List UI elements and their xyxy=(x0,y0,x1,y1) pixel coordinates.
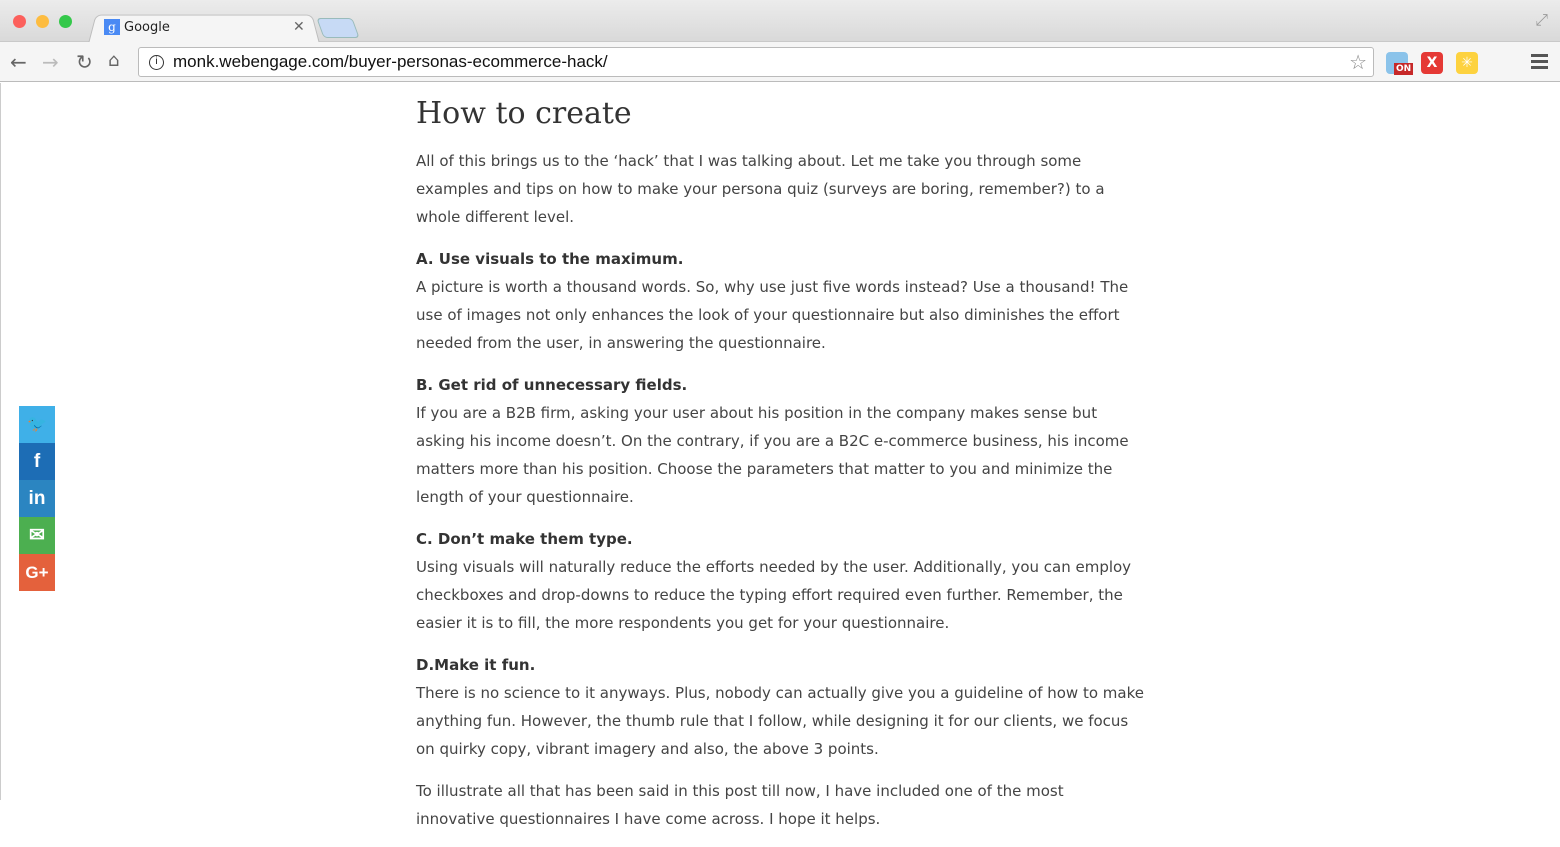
closing-paragraph: To illustrate all that has been said in this post till now, I have included one of the most innovative questionnaires I have come across. I hope it helps. xyxy=(416,782,1064,828)
back-icon[interactable]: ← xyxy=(10,50,27,74)
extension-x-icon[interactable]: X xyxy=(1421,52,1443,74)
section-body: There is no science to it anyways. Plus, nobody can actually give you a guideline of how to make anything fun. However, the thumb rule that I follow, while designing it for our clients, we focus on quirky copy, vibrant imagery and also, the above 3 points. xyxy=(416,684,1144,758)
section-title: D.Make it fun. xyxy=(416,656,536,674)
extension-star-icon[interactable]: ✳ xyxy=(1456,52,1478,74)
info-icon[interactable]: i xyxy=(149,55,164,70)
section-title: C. Don’t make them type. xyxy=(416,530,633,548)
section-d xyxy=(416,651,1146,763)
tab-title: Google xyxy=(124,19,170,35)
reload-icon[interactable]: ↻ xyxy=(76,50,93,74)
section-title: A. Use visuals to the maximum. xyxy=(416,250,684,268)
social-share-bar xyxy=(19,406,55,591)
section-body: Using visuals will naturally reduce the efforts needed by the user. Additionally, you can employ checkboxes and drop-downs to reduce the typing effort required even further. Remember, the easier it is to fill, the more respondents you get for your questionnaire. xyxy=(416,558,1132,632)
close-window-button[interactable] xyxy=(13,15,26,28)
home-icon[interactable]: ⌂ xyxy=(108,50,120,71)
address-bar[interactable] xyxy=(138,47,1374,77)
twitter-share-icon[interactable]: 🐦 xyxy=(19,406,55,443)
intro-paragraph: All of this brings us to the ‘hack’ that I was talking about. Let me take you through some examples and tips on how to make your persona quiz (surveys are boring, remember?) to a whole different level. xyxy=(416,152,1105,226)
section-a xyxy=(416,245,1146,357)
url-text: monk.webengage.com/buyer-personas-ecommerce-hack/ xyxy=(173,52,608,71)
close-tab-icon[interactable]: ✕ xyxy=(293,19,305,35)
extension-on-icon[interactable]: ON xyxy=(1386,52,1408,74)
forward-icon[interactable]: → xyxy=(42,50,59,74)
minimize-window-button[interactable] xyxy=(36,15,49,28)
article-heading: How to create xyxy=(416,96,632,131)
bookmark-star-icon[interactable]: ☆ xyxy=(1349,52,1367,74)
facebook-share-icon[interactable]: f xyxy=(19,443,55,480)
article xyxy=(416,96,1146,847)
new-tab-button[interactable] xyxy=(316,18,359,38)
google-plus-share-icon[interactable]: G+ xyxy=(19,554,55,591)
fullscreen-icon[interactable]: ⤢ xyxy=(1535,10,1548,29)
maximize-window-button[interactable] xyxy=(59,15,72,28)
menu-icon[interactable] xyxy=(1531,54,1548,72)
email-share-icon[interactable]: ✉ xyxy=(19,517,55,554)
section-b xyxy=(416,371,1146,511)
toolbar xyxy=(0,42,1560,82)
linkedin-share-icon[interactable]: in xyxy=(19,480,55,517)
section-body: If you are a B2B firm, asking your user about his position in the company makes sense but asking his income doesn’t. On the contrary, if you are a B2C e-commerce business, his income matters more than his position. Choose the parameters that matter to you and minimize the length of your questionnaire. xyxy=(416,404,1129,506)
section-c xyxy=(416,525,1146,637)
title-bar xyxy=(0,0,1560,42)
section-title: B. Get rid of unnecessary fields. xyxy=(416,376,688,394)
google-favicon-icon: g xyxy=(104,19,120,35)
section-body: A picture is worth a thousand words. So, why use just five words instead? Use a thousand! The use of images not only enhances the look of your questionnaire but also diminishes the effort needed from the user, in answering the questionnaire. xyxy=(416,278,1129,352)
